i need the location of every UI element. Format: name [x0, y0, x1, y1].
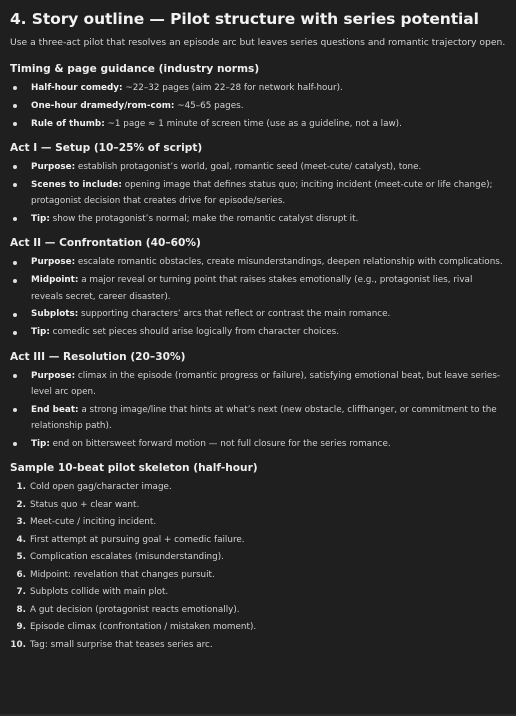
- act1-heading: Act I — Setup (10–25% of script): [10, 142, 203, 154]
- item-text: ~45–65 pages.: [174, 100, 244, 111]
- list-item: [10, 254, 506, 270]
- item-text: comedic set pieces should arise logically from character choices.: [49, 327, 340, 338]
- item-number: 6.: [16, 569, 26, 580]
- list-item: [10, 479, 506, 495]
- item-number: 4.: [16, 534, 26, 545]
- item-label: End beat:: [31, 404, 79, 415]
- section-timing: [10, 63, 506, 132]
- item-text: Tag: small surprise that teases series arc.: [30, 639, 213, 650]
- list-item: [10, 272, 506, 305]
- item-text: Complication escalates (misunderstanding).: [30, 552, 224, 563]
- item-text: Episode climax (confrontation / mistaken moment).: [30, 622, 257, 633]
- item-text: Subplots collide with main plot.: [30, 587, 169, 598]
- item-number: 1.: [16, 482, 26, 493]
- section-act2: [10, 237, 506, 340]
- list-item: [10, 211, 506, 227]
- section-skeleton: [10, 462, 506, 653]
- item-number: 3.: [16, 517, 26, 528]
- item-number: 7.: [16, 587, 26, 598]
- item-text: First attempt at pursuing goal + comedic failure.: [30, 534, 245, 545]
- list-item: [10, 116, 506, 132]
- item-number: 9.: [16, 622, 26, 633]
- item-label: Purpose:: [31, 257, 76, 268]
- item-text: Midpoint: revelation that changes pursuit.: [30, 569, 215, 580]
- item-label: Tip:: [31, 214, 50, 224]
- item-label: Purpose:: [31, 162, 76, 172]
- list-item: [10, 80, 506, 96]
- item-number: 5.: [16, 552, 26, 563]
- skeleton-heading: Sample 10-beat pilot skeleton (half-hour): [10, 462, 258, 475]
- list-item: [10, 602, 506, 618]
- skeleton-list: [10, 479, 506, 653]
- item-label: Tip:: [31, 439, 50, 450]
- timing-list: [10, 80, 506, 132]
- list-item: [10, 402, 506, 435]
- item-text: escalate romantic obstacles, create misunderstandings, deepen relationship with complications.: [75, 257, 503, 268]
- item-text: opening image that defines status quo; inciting incident (meet-cute or life change); protagonist decision that creates drive for episode/series.: [31, 179, 493, 207]
- list-item: [10, 637, 506, 653]
- list-item: [10, 549, 506, 565]
- timing-heading: Timing & page guidance (industry norms): [10, 63, 260, 75]
- page-title: 4. Story outline — Pilot structure with series potential: [10, 10, 479, 28]
- list-item: [10, 532, 506, 548]
- list-item: [10, 306, 506, 322]
- act2-list: [10, 254, 506, 340]
- item-number: 2.: [16, 499, 26, 510]
- item-label: Scenes to include:: [31, 179, 122, 190]
- item-text: show the protagonist’s normal; make the romantic catalyst disrupt it.: [49, 214, 359, 224]
- item-text: establish protagonist’s world, goal, romantic seed (meet-cute/ catalyst), tone.: [75, 162, 422, 172]
- item-text: ~22–32 pages (aim 22–28 for network half-hour).: [122, 83, 343, 93]
- item-text: Status quo + clear want.: [30, 499, 140, 510]
- item-label: Midpoint:: [31, 275, 79, 286]
- item-text: end on bittersweet forward motion — not full closure for the series romance.: [49, 439, 391, 450]
- list-item: [10, 497, 506, 513]
- item-text: a strong image/line that hints at what’s next (new obstacle, cliffhanger, or commitment to the relationship path).: [31, 404, 497, 432]
- list-item: [10, 436, 506, 452]
- item-label: Rule of thumb:: [31, 118, 105, 129]
- list-item: [10, 584, 506, 600]
- item-label: Tip:: [31, 327, 50, 338]
- item-text: Cold open gag/character image.: [30, 482, 172, 493]
- act3-heading: Act III — Resolution (20–30%): [10, 350, 186, 363]
- act2-heading: Act II — Confrontation (40–60%): [10, 237, 201, 250]
- act1-list: [10, 159, 506, 227]
- item-label: Purpose:: [31, 370, 76, 381]
- intro-paragraph: Use a three-act pilot that resolves an episode arc but leaves series questions and romantic trajectory open.: [10, 37, 506, 48]
- item-text: ~1 page ≈ 1 minute of screen time (use as a guideline, not a law).: [104, 118, 402, 129]
- item-label: One-hour dramedy/rom-com:: [31, 100, 175, 111]
- item-text: A gut decision (protagonist reacts emotionally).: [30, 604, 240, 615]
- list-item: [10, 619, 506, 635]
- item-text: supporting characters’ arcs that reflect or contrast the main romance.: [78, 309, 391, 320]
- list-item: [10, 567, 506, 583]
- item-label: Half-hour comedy:: [31, 83, 123, 93]
- list-item: [10, 159, 506, 175]
- list-item: [10, 368, 506, 401]
- list-item: [10, 324, 506, 340]
- item-number: 8.: [16, 604, 26, 615]
- list-item: [10, 98, 506, 114]
- item-label: Subplots:: [31, 309, 79, 320]
- list-item: [10, 177, 506, 210]
- item-number: 10.: [10, 639, 26, 650]
- section-act3: [10, 351, 506, 453]
- item-text: climax in the episode (romantic progress or failure), satisfying emotional beat, but leave series-level arc open.: [31, 370, 501, 398]
- list-item: [10, 514, 506, 530]
- section-act1: [10, 142, 506, 227]
- item-text: Meet-cute / inciting incident.: [30, 517, 157, 528]
- item-text: a major reveal or turning point that raises stakes emotionally (e.g., protagonist lies, rival reveals secret, career disaster).: [31, 275, 473, 302]
- act3-list: [10, 368, 506, 453]
